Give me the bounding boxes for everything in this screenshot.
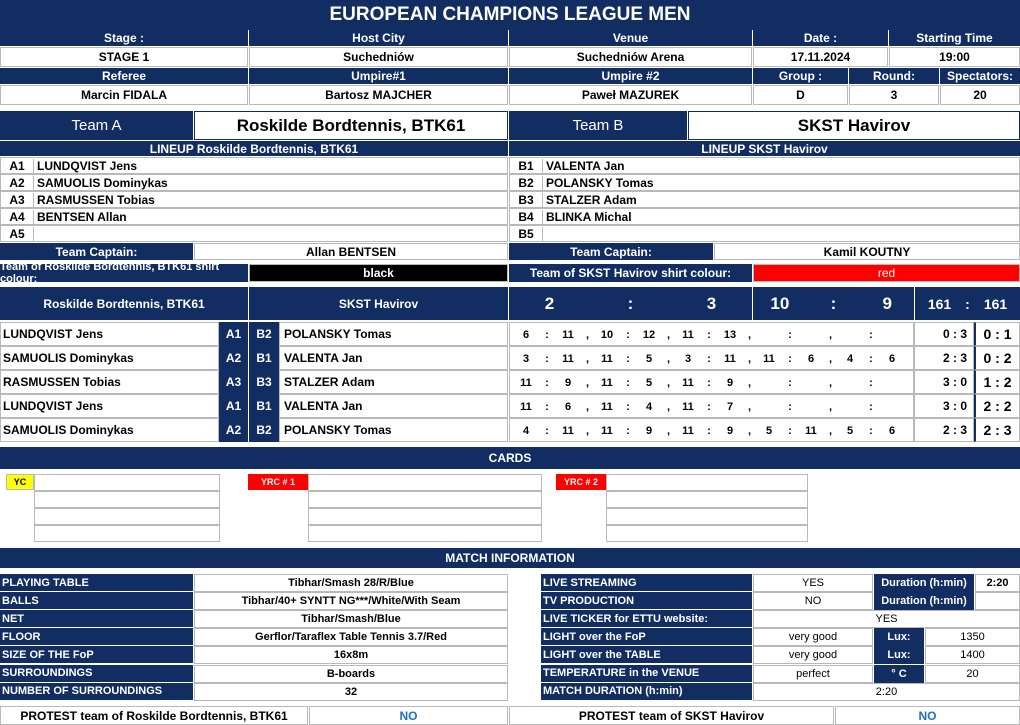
- info-label: SIZE OF THE FoP: [0, 646, 193, 664]
- set-score: [834, 419, 915, 443]
- protest-b-value: NO: [835, 706, 1020, 725]
- matches-b: 3: [706, 293, 717, 313]
- set-sep: :: [707, 377, 711, 389]
- card-yrc1-row: [308, 525, 542, 542]
- captain-a-label: Team Captain:: [0, 243, 193, 260]
- info-value: NO: [753, 592, 873, 610]
- match-info-title: MATCH INFORMATION: [0, 548, 1020, 568]
- card-yrc1-row: [308, 491, 542, 508]
- date-value: 17.11.2024: [753, 47, 888, 67]
- set-comma: ,: [585, 329, 590, 341]
- set-score: [591, 323, 672, 347]
- score-team-a: Roskilde Bordtennis, BTK61: [0, 287, 248, 320]
- set-comma: ,: [747, 353, 752, 365]
- set-score: [672, 347, 753, 371]
- set-score: [591, 347, 672, 371]
- set-comma: ,: [747, 377, 752, 389]
- set-score: [753, 347, 834, 371]
- starting-time-value: 19:00: [889, 47, 1020, 67]
- info-value: Tibhar/Smash 28/R/Blue: [194, 574, 508, 592]
- cards-yrc1: [248, 474, 542, 542]
- points-b: 161: [983, 295, 1008, 312]
- round-header: Round:: [849, 68, 939, 84]
- match-result: 0 : 3: [914, 322, 974, 346]
- info-label: LIVE TICKER for ETTU website:: [541, 610, 752, 628]
- running-score: 2 : 3: [974, 418, 1020, 442]
- set-score: [510, 395, 591, 419]
- sets-score: [753, 287, 914, 320]
- info-value: YES: [753, 610, 1020, 628]
- set-score: [834, 395, 915, 419]
- player-b: STALZER Adam: [279, 370, 508, 394]
- group-header: Group :: [753, 68, 848, 84]
- player-code: A3: [1, 193, 34, 207]
- set-sep: :: [626, 353, 630, 365]
- captain-a-name: Allan BENTSEN: [194, 243, 508, 260]
- code-a: A2: [219, 346, 248, 370]
- player-name: POLANSKY Tomas: [546, 175, 654, 190]
- info-label: BALLS: [0, 592, 193, 610]
- umpire1-header: Umpire#1: [249, 68, 508, 84]
- player-b: POLANSKY Tomas: [279, 418, 508, 442]
- player-name: VALENTA Jan: [546, 158, 625, 173]
- venue-value: Suchedniów Arena: [509, 47, 752, 67]
- lineup-b-row: [509, 174, 1020, 191]
- set-score: [510, 323, 591, 347]
- card-yrc2-row: [606, 525, 808, 542]
- set-sep: :: [788, 353, 792, 365]
- score-sep: :: [965, 295, 970, 312]
- card-yc-row: [34, 525, 220, 542]
- captain-b-name: Kamil KOUTNY: [714, 243, 1020, 260]
- set-comma: ,: [828, 425, 833, 437]
- set-score: [753, 419, 834, 443]
- shirt-b-colour: red: [753, 264, 1020, 282]
- info-label: NET: [0, 610, 193, 628]
- running-score: 0 : 1: [974, 322, 1020, 346]
- date-header: Date :: [753, 30, 888, 46]
- set-sep: :: [545, 353, 549, 365]
- set-points-a: 11: [601, 377, 613, 389]
- set-comma: ,: [828, 401, 833, 413]
- set-points-b: 9: [726, 377, 734, 389]
- team-a-name: Roskilde Bordtennis, BTK61: [194, 111, 508, 140]
- code-b: B3: [249, 370, 279, 394]
- captain-b-label: Team Captain:: [509, 243, 713, 260]
- info-value: 32: [194, 683, 508, 701]
- set-points-a: 11: [601, 425, 613, 437]
- card-yrc1-row: [308, 474, 542, 491]
- set-points-a: 11: [601, 401, 613, 413]
- lineup-b-row: [509, 225, 1020, 242]
- set-comma: ,: [747, 401, 752, 413]
- set-comma: ,: [585, 377, 590, 389]
- player-b: POLANSKY Tomas: [279, 322, 508, 346]
- code-a: A1: [219, 322, 248, 346]
- player-a: SAMUOLIS Dominykas: [0, 418, 219, 442]
- card-yrc1-row: [308, 508, 542, 525]
- code-b: B2: [249, 322, 279, 346]
- set-points-b: 6: [807, 353, 815, 365]
- player-code: A5: [1, 227, 34, 241]
- player-code: B1: [510, 159, 543, 173]
- set-points-b: 7: [726, 401, 734, 413]
- set-comma: ,: [585, 401, 590, 413]
- set-comma: ,: [666, 425, 671, 437]
- spectators-value: 20: [940, 85, 1020, 105]
- set-sep: :: [869, 377, 873, 389]
- set-sep: :: [545, 329, 549, 341]
- card-yrc2-row: [606, 474, 808, 491]
- set-points-a: 11: [520, 377, 532, 389]
- spectators-header: Spectators:: [940, 68, 1020, 84]
- info-value: YES: [753, 574, 873, 592]
- set-sep: :: [626, 401, 630, 413]
- player-code: A1: [1, 159, 34, 173]
- set-points-b: 6: [888, 353, 896, 365]
- player-code: B3: [510, 193, 543, 207]
- running-score: 0 : 2: [974, 346, 1020, 370]
- set-score: [753, 371, 834, 395]
- set-score: [591, 395, 672, 419]
- group-value: D: [753, 85, 848, 105]
- card-yrc2-row: [606, 491, 808, 508]
- score-sep: :: [830, 293, 837, 313]
- player-a: LUNDQVIST Jens: [0, 322, 219, 346]
- info-extra-label: Duration (h:min): [874, 592, 974, 610]
- info-value: 2:20: [753, 683, 1020, 701]
- set-sep: :: [869, 353, 873, 365]
- page-title: EUROPEAN CHAMPIONS LEAGUE MEN: [0, 0, 1020, 30]
- running-score: 1 : 2: [974, 370, 1020, 394]
- info-value: perfect: [753, 665, 873, 683]
- match-row: [0, 322, 1020, 346]
- set-points-a: 3: [684, 353, 692, 365]
- code-b: B2: [249, 418, 279, 442]
- set-comma: ,: [666, 353, 671, 365]
- stage-value: STAGE 1: [0, 47, 248, 67]
- set-score: [753, 395, 834, 419]
- sets-a: 10: [770, 293, 790, 313]
- info-label: PLAYING TABLE: [0, 574, 193, 592]
- team-b-name: SKST Havirov: [688, 111, 1020, 140]
- set-sep: :: [626, 329, 630, 341]
- set-points-b: 11: [562, 425, 574, 437]
- info-value: 16x8m: [194, 646, 508, 664]
- set-sep: :: [707, 425, 711, 437]
- info-value: Gerflor/Taraflex Table Tennis 3.7/Red: [194, 628, 508, 646]
- set-scores: [509, 322, 914, 346]
- info-extra-value: 2:20: [975, 574, 1020, 592]
- player-name: RASMUSSEN Tobias: [37, 192, 155, 207]
- info-label: FLOOR: [0, 628, 193, 646]
- set-sep: :: [626, 425, 630, 437]
- set-sep: :: [707, 401, 711, 413]
- set-points-b: 9: [645, 425, 653, 437]
- starting-time-header: Starting Time: [889, 30, 1020, 46]
- player-code: B4: [510, 210, 543, 224]
- player-name: SAMUOLIS Dominykas: [37, 175, 168, 190]
- player-code: B2: [510, 176, 543, 190]
- player-name: BENTSEN Allan: [37, 209, 127, 224]
- match-row: [0, 346, 1020, 370]
- card-yc-row: [34, 474, 220, 491]
- set-points-b: 13: [723, 329, 737, 341]
- set-sep: :: [545, 377, 549, 389]
- match-score: [509, 287, 752, 320]
- set-points-a: 6: [522, 329, 530, 341]
- match-result: 3 : 0: [914, 370, 974, 394]
- set-sep: :: [707, 329, 711, 341]
- player-name: STALZER Adam: [546, 192, 637, 207]
- card-yrc1-badge: YRC # 1: [248, 474, 308, 490]
- set-score: [834, 323, 915, 347]
- card-yc-row: [34, 508, 220, 525]
- lineup-a-row: [0, 157, 508, 174]
- set-score: [672, 323, 753, 347]
- set-points-a: 11: [763, 353, 775, 365]
- code-b: B1: [249, 346, 279, 370]
- set-comma: ,: [585, 425, 590, 437]
- umpire1-value: Bartosz MAJCHER: [249, 85, 508, 105]
- host-city-value: Suchedniów: [249, 47, 508, 67]
- set-points-a: 11: [520, 401, 532, 413]
- shirt-a-label: Team of Roskilde Bordtennis, BTK61 shirt colour:: [0, 264, 248, 282]
- points-a: 161: [927, 295, 952, 312]
- lineup-a-row: [0, 208, 508, 225]
- match-result: 2 : 3: [914, 346, 974, 370]
- set-points-a: 11: [682, 425, 694, 437]
- code-a: A2: [219, 418, 248, 442]
- set-points-a: 3: [522, 353, 530, 365]
- set-points-b: 11: [724, 353, 736, 365]
- set-comma: ,: [828, 329, 833, 341]
- set-points-a: 11: [601, 353, 613, 365]
- set-points-b: 11: [805, 425, 817, 437]
- set-score: [834, 371, 915, 395]
- info-extra-label: ° C: [874, 665, 924, 683]
- set-points-b: 9: [564, 377, 572, 389]
- player-name: LUNDQVIST Jens: [37, 158, 138, 173]
- player-b: VALENTA Jan: [279, 394, 508, 418]
- set-sep: :: [788, 401, 792, 413]
- set-points-b: 9: [726, 425, 734, 437]
- card-yc-badge: YC: [6, 474, 34, 490]
- player-code: A4: [1, 210, 34, 224]
- set-points-a: 11: [682, 377, 694, 389]
- set-sep: :: [626, 377, 630, 389]
- set-points-a: 5: [765, 425, 773, 437]
- match-row: [0, 418, 1020, 442]
- lineup-b-row: [509, 208, 1020, 225]
- lineup-a-row: [0, 191, 508, 208]
- set-points-b: 4: [645, 401, 653, 413]
- info-label: LIGHT over the FoP: [541, 628, 752, 646]
- match-row: [0, 394, 1020, 418]
- stage-header: Stage :: [0, 30, 248, 46]
- info-value: B-boards: [194, 665, 508, 683]
- set-sep: :: [788, 377, 792, 389]
- set-score: [834, 347, 915, 371]
- match-row: [0, 370, 1020, 394]
- set-points-b: 6: [888, 425, 896, 437]
- referee-header: Referee: [0, 68, 248, 84]
- venue-header: Venue: [509, 30, 752, 46]
- card-yc-row: [34, 491, 220, 508]
- set-score: [510, 371, 591, 395]
- lineup-a-row: [0, 225, 508, 242]
- referee-value: Marcin FIDALA: [0, 85, 248, 105]
- info-label: LIVE STREAMING: [541, 574, 752, 592]
- info-extra-label: Lux:: [874, 628, 924, 646]
- set-scores: [509, 418, 914, 442]
- set-points-a: 5: [846, 425, 854, 437]
- running-score: 2 : 2: [974, 394, 1020, 418]
- set-points-b: 11: [562, 353, 574, 365]
- match-result: 2 : 3: [914, 418, 974, 442]
- info-label: TV PRODUCTION: [541, 592, 752, 610]
- player-code: B5: [510, 227, 543, 241]
- protest-a-value: NO: [309, 706, 508, 725]
- player-code: A2: [1, 176, 34, 190]
- set-points-a: 10: [600, 329, 614, 341]
- set-sep: :: [545, 425, 549, 437]
- info-value: Tibhar/Smash/Blue: [194, 610, 508, 628]
- shirt-b-label: Team of SKST Havirov shirt colour:: [509, 264, 752, 282]
- set-sep: :: [545, 401, 549, 413]
- set-scores: [509, 370, 914, 394]
- code-b: B1: [249, 394, 279, 418]
- card-yrc2-badge: YRC # 2: [556, 474, 606, 490]
- lineup-a-row: [0, 174, 508, 191]
- score-sep: :: [627, 293, 634, 313]
- info-extra-value: 1350: [925, 628, 1020, 646]
- lineup-a-list: [0, 157, 508, 242]
- sets-b: 9: [882, 293, 892, 313]
- umpire2-header: Umpire #2: [509, 68, 752, 84]
- info-extra-label: Lux:: [874, 646, 924, 664]
- set-points-b: 5: [645, 377, 653, 389]
- info-value: very good: [753, 628, 873, 646]
- match-info-left: [0, 574, 508, 701]
- set-score: [753, 323, 834, 347]
- info-value: very good: [753, 646, 873, 664]
- set-score: [672, 371, 753, 395]
- cards-yrc2: [556, 474, 808, 542]
- set-comma: ,: [585, 353, 590, 365]
- info-extra-value: [975, 592, 1020, 610]
- host-city-header: Host City: [249, 30, 508, 46]
- lineup-b-row: [509, 157, 1020, 174]
- info-value: Tibhar/40+ SYNTT NG***/White/With Seam: [194, 592, 508, 610]
- lineup-b-row: [509, 191, 1020, 208]
- team-b-label: Team B: [509, 111, 687, 140]
- set-comma: ,: [666, 329, 671, 341]
- set-points-a: 4: [846, 353, 854, 365]
- points-score: [915, 287, 1020, 320]
- set-points-b: 12: [642, 329, 656, 341]
- set-points-a: 4: [522, 425, 530, 437]
- set-points-b: 5: [645, 353, 653, 365]
- set-points-a: 11: [682, 401, 694, 413]
- set-score: [591, 371, 672, 395]
- set-points-b: 6: [564, 401, 572, 413]
- set-sep: :: [869, 401, 873, 413]
- cards-title: CARDS: [0, 447, 1020, 469]
- info-label: LIGHT over the TABLE: [541, 646, 752, 664]
- player-a: SAMUOLIS Dominykas: [0, 346, 219, 370]
- shirt-a-colour: black: [249, 264, 508, 282]
- cards-yc: [6, 474, 220, 542]
- set-comma: ,: [666, 377, 671, 389]
- player-a: LUNDQVIST Jens: [0, 394, 219, 418]
- code-a: A3: [219, 370, 248, 394]
- match-info-right: [541, 574, 1020, 701]
- set-sep: :: [788, 425, 792, 437]
- lineup-b-list: [509, 157, 1020, 242]
- set-scores: [509, 394, 914, 418]
- player-name: BLINKA Michal: [546, 209, 632, 224]
- player-a: RASMUSSEN Tobias: [0, 370, 219, 394]
- set-comma: ,: [747, 425, 752, 437]
- info-label: MATCH DURATION (h:min): [541, 683, 752, 701]
- set-comma: ,: [828, 377, 833, 389]
- matches-table: [0, 322, 1020, 442]
- info-extra-label: Duration (h:min): [874, 574, 974, 592]
- set-comma: ,: [747, 329, 752, 341]
- set-score: [510, 419, 591, 443]
- info-label: NUMBER OF SURROUNDINGS: [0, 683, 193, 701]
- protest-b-label: PROTEST team of SKST Havirov: [509, 706, 834, 725]
- set-comma: ,: [666, 401, 671, 413]
- score-team-b: SKST Havirov: [249, 287, 508, 320]
- set-score: [591, 419, 672, 443]
- set-comma: ,: [828, 353, 833, 365]
- lineup-a-title: LINEUP Roskilde Bordtennis, BTK61: [0, 141, 508, 156]
- set-points-a: 11: [682, 329, 694, 341]
- code-a: A1: [219, 394, 248, 418]
- player-b: VALENTA Jan: [279, 346, 508, 370]
- card-yrc2-row: [606, 508, 808, 525]
- set-sep: :: [788, 329, 792, 341]
- team-a-label: Team A: [0, 111, 193, 140]
- set-sep: :: [869, 425, 873, 437]
- info-extra-value: 1400: [925, 646, 1020, 664]
- set-score: [510, 347, 591, 371]
- info-label: TEMPERATURE in the VENUE: [541, 665, 752, 683]
- set-scores: [509, 346, 914, 370]
- match-result: 3 : 0: [914, 394, 974, 418]
- umpire2-value: Paweł MAZUREK: [509, 85, 752, 105]
- set-sep: :: [869, 329, 873, 341]
- round-value: 3: [849, 85, 939, 105]
- lineup-b-title: LINEUP SKST Havirov: [509, 141, 1020, 156]
- info-label: SURROUNDINGS: [0, 665, 193, 683]
- set-score: [672, 395, 753, 419]
- info-extra-value: 20: [925, 665, 1020, 683]
- set-points-b: 11: [562, 329, 574, 341]
- matches-a: 2: [544, 293, 555, 313]
- set-sep: :: [707, 353, 711, 365]
- protest-a-label: PROTEST team of Roskilde Bordtennis, BTK61: [0, 706, 308, 725]
- set-score: [672, 419, 753, 443]
